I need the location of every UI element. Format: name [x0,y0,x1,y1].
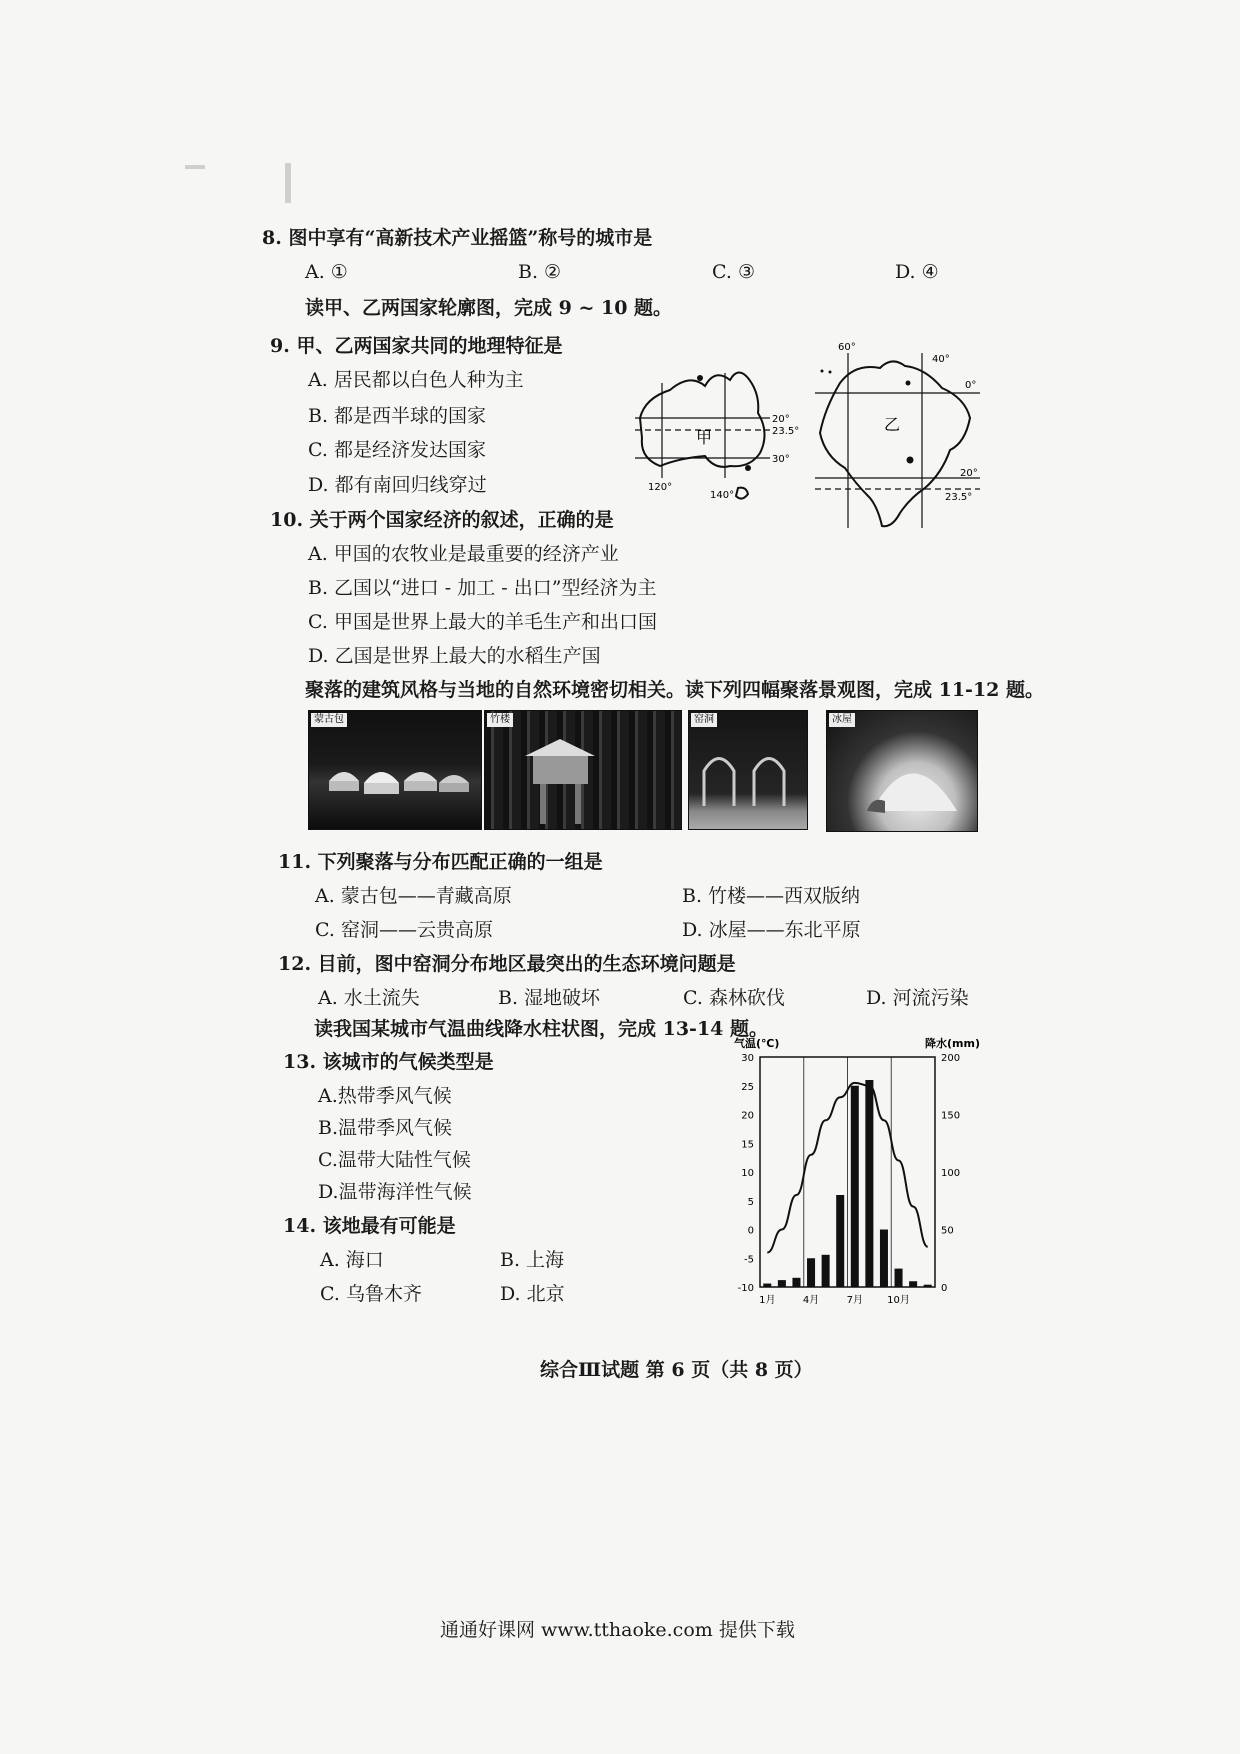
temp-tick-label: 15 [741,1139,754,1151]
climate-chart [720,1035,980,1310]
temp-tick-label: 30 [741,1053,754,1064]
question-10-option-a: A. 甲国的农牧业是最重要的经济产业 [308,543,619,565]
city-dot-a2 [745,465,751,471]
precip-tick-label: 150 [941,1110,961,1122]
temp-tick-label: 20 [741,1110,754,1122]
precip-bar [895,1269,903,1287]
temp-tick-label: -5 [744,1254,754,1266]
yurt-icon [309,711,481,829]
precip-axis-label: 降水(mm) [925,1037,980,1050]
question-9-option-a: A. 居民都以白色人种为主 [308,369,524,391]
bamboo-house-icon [485,711,681,829]
question-9-stem: 9. 甲、乙两国家共同的地理特征是 [270,335,563,357]
question-14-option-c: C. 乌鲁木齐 [320,1283,422,1305]
site-footer: 通通好课网 www.tthaoke.com 提供下载 [440,1619,795,1641]
question-9-option-c: C. 都是经济发达国家 [308,439,486,461]
map-label-a-140: 140° [710,490,735,501]
question-9-option-b: B. 都是西半球的国家 [308,405,487,427]
intro-13-14: 读我国某城市气温曲线降水柱状图，完成 13-14 题。 [314,1018,768,1040]
question-10-option-c: C. 甲国是世界上最大的羊毛生产和出口国 [308,611,657,633]
precip-bar [778,1280,786,1287]
map-label-b-60: 60° [838,342,856,353]
month-label: 4月 [802,1295,820,1306]
temp-tick-label: 10 [741,1168,754,1179]
scan-mark [185,165,205,169]
photo-label-igloo: 冰屋 [829,713,855,727]
question-8-stem: 8. 图中享有“高新技术产业摇篮”称号的城市是 [262,227,653,249]
map-label-a-30: 30° [772,454,790,465]
precip-bar [836,1195,844,1287]
photo-label-yurt: 蒙古包 [311,713,347,727]
igloo-icon [827,711,977,831]
country-b-label: 乙 [884,415,901,434]
question-13-option-c: C.温带大陆性气候 [318,1149,471,1171]
city-dot-b2 [906,381,911,386]
question-10-stem: 10. 关于两个国家经济的叙述，正确的是 [270,509,614,531]
island-dot [821,370,824,373]
question-8-option-c: C. ③ [712,261,755,283]
question-8-option-a: A. ① [305,261,348,283]
photo-label-cave-dwelling: 窑洞 [691,713,717,727]
temp-axis-label: 气温(℃) [734,1037,780,1050]
precip-bar [880,1230,888,1288]
island-dot [829,371,832,374]
month-label: 1月 [759,1295,776,1306]
map-label-a-20: 20° [772,414,790,425]
intro-9-10: 读甲、乙两国家轮廓图，完成 9 ~ 10 题。 [305,297,673,319]
precip-bar [792,1278,800,1287]
question-10-option-b: B. 乙国以“进口 - 加工 - 出口”型经济为主 [308,577,657,599]
precip-bar [865,1080,873,1287]
tasmania-outline [736,488,748,499]
temp-tick-label: -10 [737,1283,754,1294]
map-label-b-23-5: 23.5° [945,492,973,503]
scan-mark [285,163,291,203]
question-13-option-a: A.热带季风气候 [318,1085,452,1107]
question-10-option-d: D. 乙国是世界上最大的水稻生产国 [308,645,601,667]
question-14-option-b: B. 上海 [500,1249,565,1271]
country-a-outline [640,372,765,466]
question-9-option-d: D. 都有南回归线穿过 [308,474,487,496]
month-label: 10月 [887,1295,910,1306]
city-dot-b1 [907,457,914,464]
question-14-option-a: A. 海口 [320,1249,384,1271]
cave-dwelling-icon [689,711,807,829]
question-12-option-d: D. 河流污染 [866,987,969,1009]
precip-bar [822,1255,830,1287]
question-11-stem: 11. 下列聚落与分布匹配正确的一组是 [278,851,603,873]
temp-tick-label: 25 [741,1081,754,1093]
question-12-option-c: C. 森林砍伐 [683,987,785,1009]
precip-bar [909,1281,917,1287]
precip-tick-label: 50 [941,1225,954,1237]
intro-11-12: 聚落的建筑风格与当地的自然环境密切相关。读下列四幅聚落景观图，完成 11-12 题。 [305,679,1044,701]
question-8-option-b: B. ② [518,261,562,283]
question-14-option-d: D. 北京 [500,1283,565,1305]
temp-tick-label: 5 [747,1196,754,1208]
map-label-b-20: 20° [960,468,978,479]
country-a-label: 甲 [696,428,713,447]
question-14-stem: 14. 该地最有可能是 [283,1215,456,1237]
precip-bar [851,1086,859,1287]
precip-tick-label: 200 [941,1053,961,1064]
question-11-option-c: C. 窑洞——云贵高原 [315,919,493,941]
map-label-a-120: 120° [648,482,673,493]
temp-tick-label: 0 [747,1225,754,1237]
photo-label-bamboo-house: 竹楼 [487,713,513,727]
photo-cave-dwelling [688,710,808,830]
precip-tick-label: 0 [941,1283,948,1294]
photo-yurt [308,710,482,830]
country-outline-map [630,338,990,533]
question-8-option-d: D. ④ [895,261,939,283]
question-11-option-b: B. 竹楼——西双版纳 [682,885,861,907]
question-11-option-a: A. 蒙古包——青藏高原 [315,885,512,907]
city-dot-a1 [697,375,703,381]
question-12-stem: 12. 目前，图中窑洞分布地区最突出的生态环境问题是 [278,953,736,975]
page-info: 综合Ⅲ试题 第 6 页（共 8 页） [540,1359,813,1381]
question-13-option-d: D.温带海洋性气候 [318,1181,472,1203]
photo-igloo [826,710,978,832]
precip-bar [807,1258,815,1287]
map-label-b-40: 40° [932,354,950,365]
question-13-option-b: B.温带季风气候 [318,1117,453,1139]
month-label: 7月 [846,1295,863,1306]
map-label-b-0: 0° [965,380,977,391]
map-label-a-23-5: 23.5° [772,426,800,437]
question-11-option-d: D. 冰屋——东北平原 [682,919,861,941]
photo-bamboo-house [484,710,682,830]
question-12-option-a: A. 水土流失 [318,987,420,1009]
question-13-stem: 13. 该城市的气候类型是 [283,1051,494,1073]
precip-tick-label: 100 [941,1168,961,1179]
question-12-option-b: B. 湿地破坏 [498,987,601,1009]
